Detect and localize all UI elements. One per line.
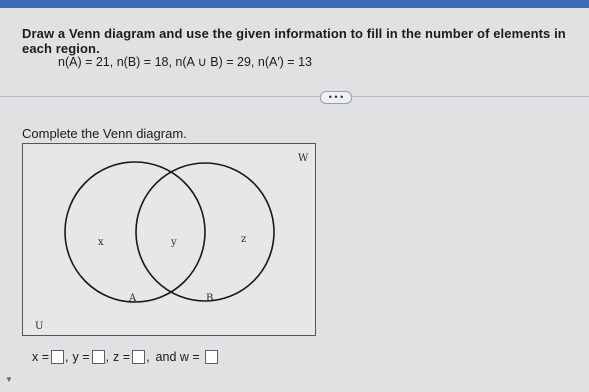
set-a-label: A	[129, 293, 137, 304]
corner-label-w: W	[298, 153, 309, 164]
x-label: x =	[32, 350, 50, 364]
and-w-label: and w =	[155, 350, 200, 364]
scroll-down-icon[interactable]: ▼	[5, 375, 13, 384]
comma: ,	[65, 350, 69, 364]
question-instruction: Draw a Venn diagram and use the given information to fill in the number of elements in each region.	[22, 26, 566, 56]
answer-row	[32, 350, 219, 364]
expand-more-button[interactable]: • • •	[320, 91, 352, 104]
region-x-label: x	[98, 237, 104, 248]
comma: ,	[105, 350, 110, 364]
section-divider	[0, 96, 589, 97]
venn-diagram	[22, 143, 316, 336]
region-y-label: y	[171, 237, 177, 248]
set-a-circle	[65, 162, 205, 302]
venn-svg	[23, 144, 317, 337]
universe-label: U	[35, 321, 44, 332]
z-label: z =	[113, 350, 131, 364]
top-header-strip	[0, 0, 589, 8]
given-values: n(A) = 21, n(B) = 18, n(A ∪ B) = 29, n(A′) = 13	[58, 55, 312, 69]
region-z-label: z	[241, 234, 247, 245]
z-answer-input[interactable]	[132, 350, 145, 364]
w-answer-input[interactable]	[205, 350, 218, 364]
comma: ,	[146, 350, 150, 364]
x-answer-input[interactable]	[51, 350, 64, 364]
y-answer-input[interactable]	[92, 350, 105, 364]
venn-prompt: Complete the Venn diagram.	[22, 126, 187, 141]
set-b-label: B	[206, 293, 214, 304]
y-label: y =	[72, 350, 90, 364]
